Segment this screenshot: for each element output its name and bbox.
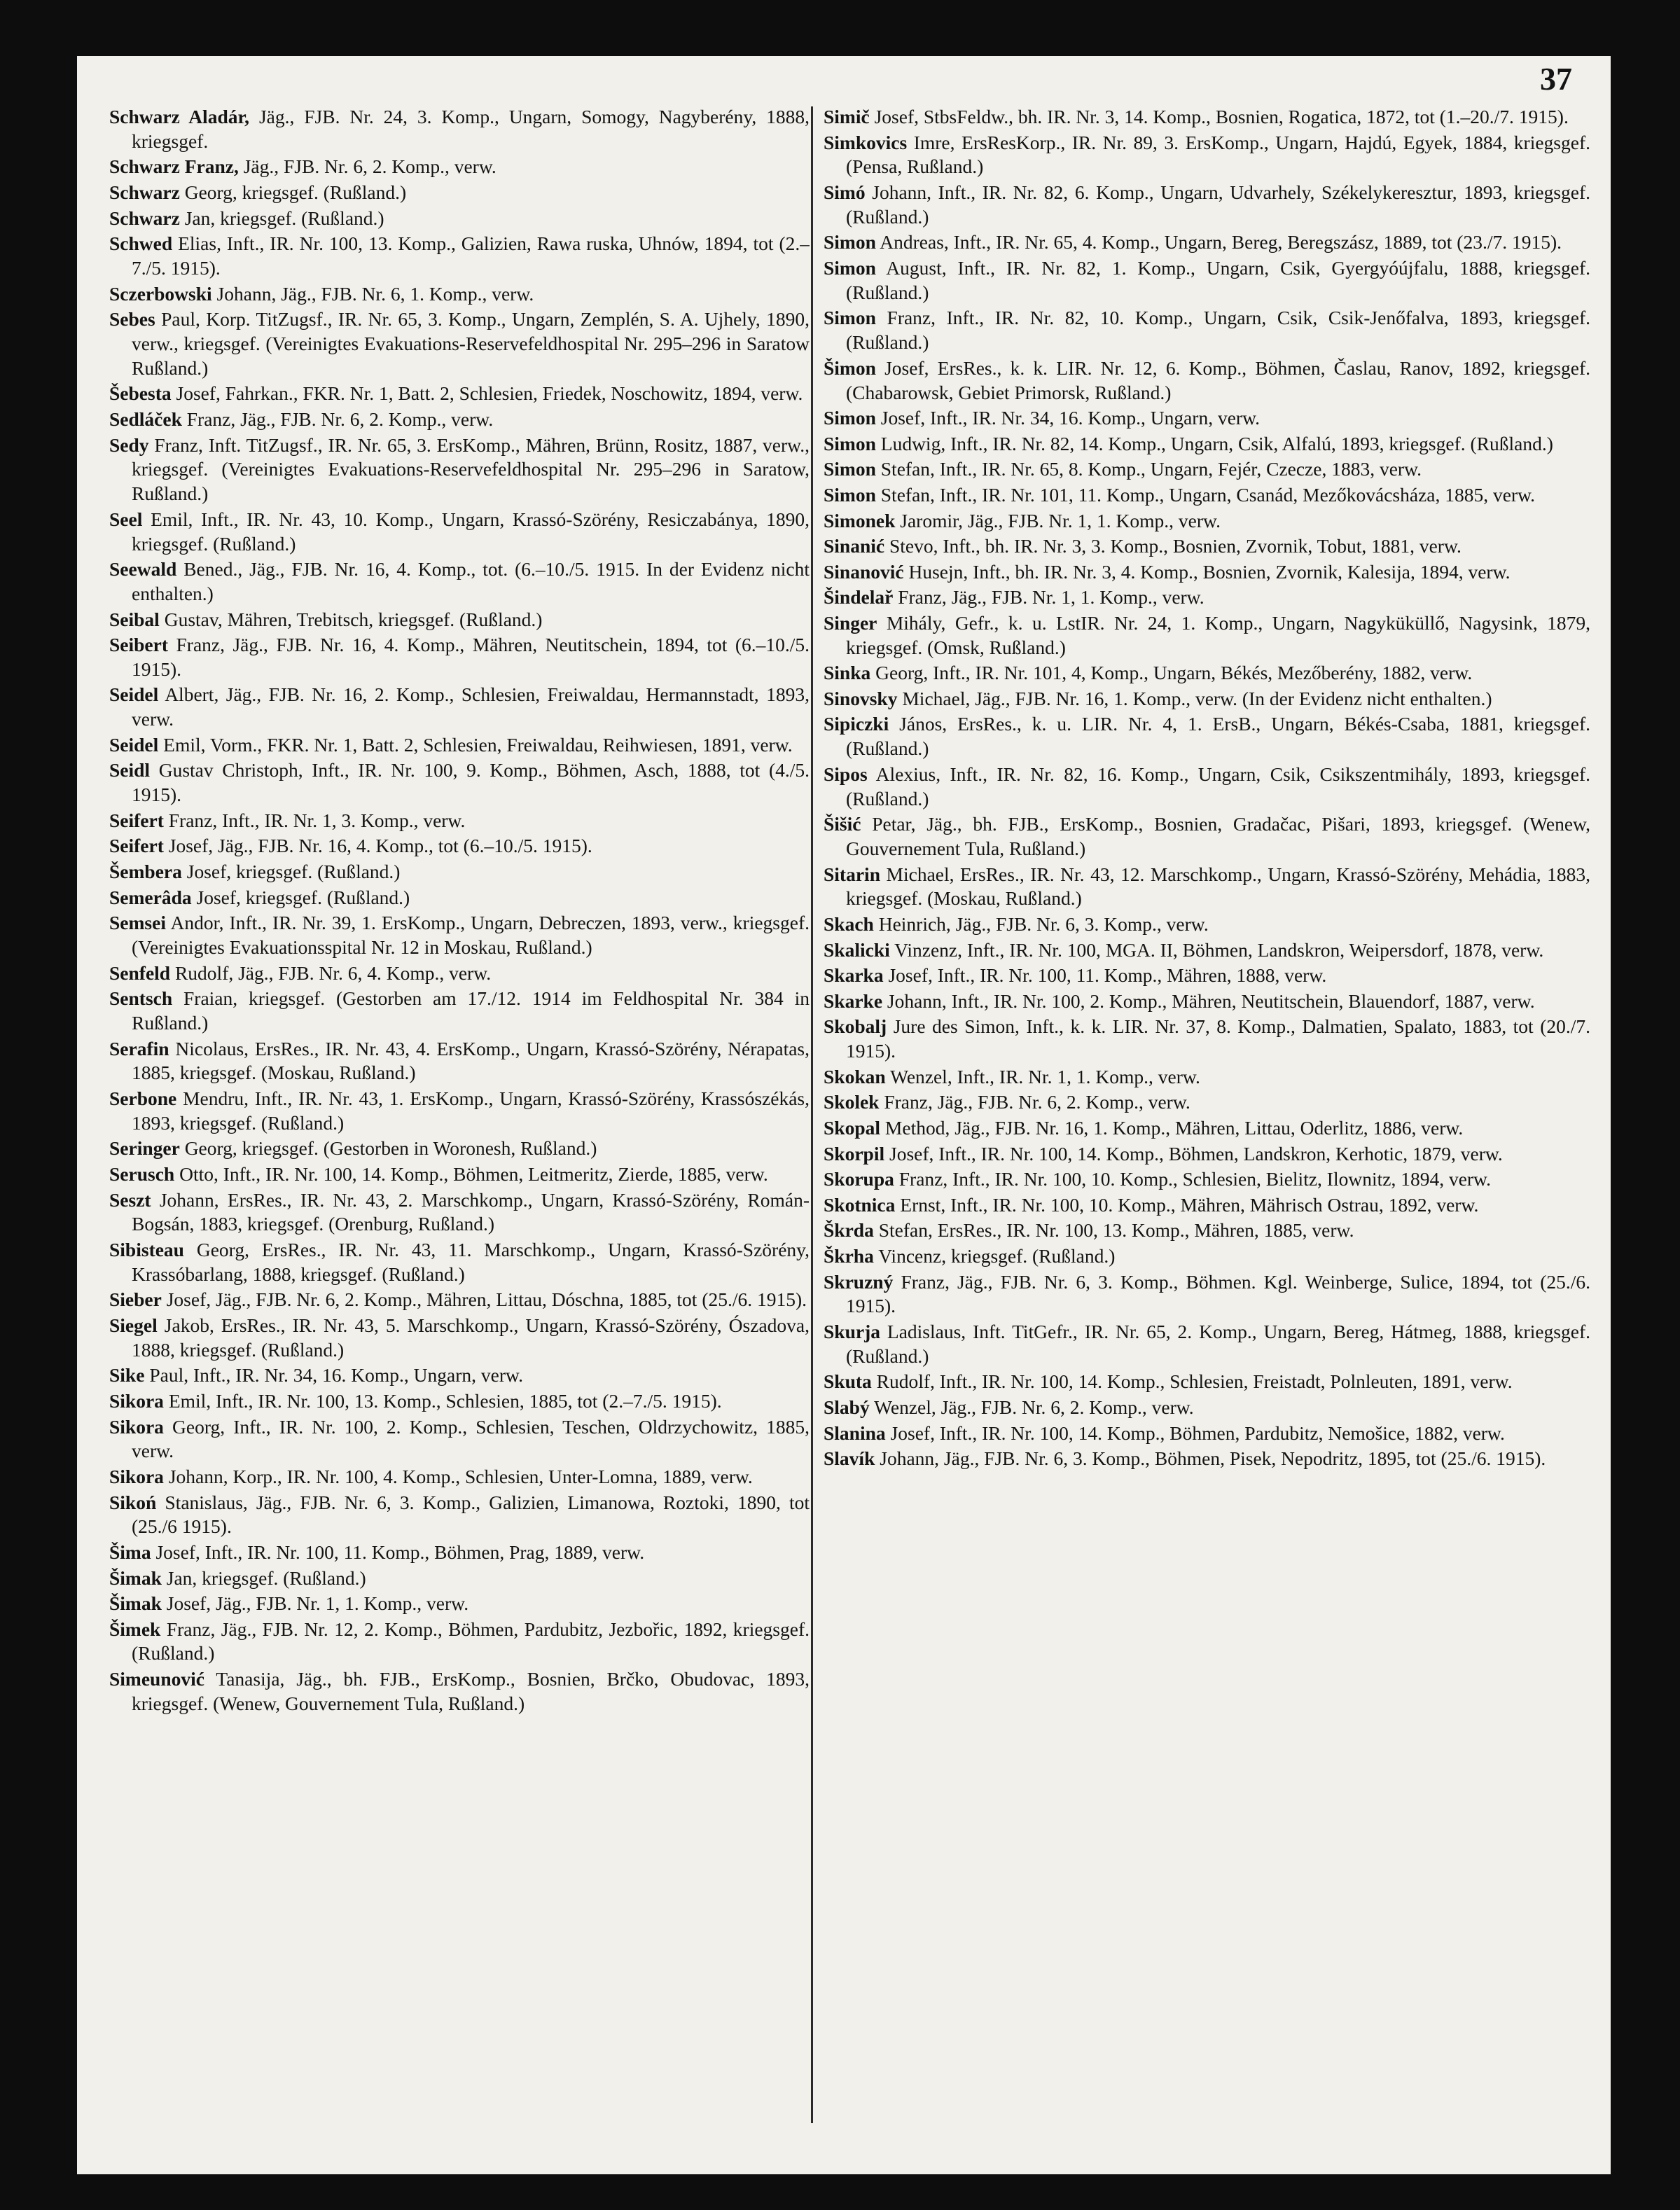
entry-surname: Simon: [824, 407, 876, 429]
entry-surname: Semerâda: [109, 886, 192, 908]
list-item: [824, 509, 1590, 534]
list-item: [824, 1370, 1590, 1394]
list-item: [109, 1415, 810, 1464]
entry-surname: Simon: [824, 483, 876, 506]
list-item: [824, 1167, 1590, 1192]
entry-details: Ernst, Inft., IR. Nr. 100, 10. Komp., Mähren, Mährisch Ostrau, 1892, verw.: [895, 1193, 1479, 1216]
entry-surname: Sitarin: [824, 863, 880, 885]
entry-surname: Skach: [824, 913, 874, 936]
entry-details: Mihály, Gefr., k. u. LstIR. Nr. 24, 1. Komp., Ungarn, Nagyküküllő, Nagysink, 1879, kriegsgef. (Omsk, Rußland.): [846, 611, 1590, 658]
list-item: [109, 1162, 810, 1187]
entry-details: Bened., Jäg., FJB. Nr. 16, 4. Komp., tot. (6.–10./5. 1915. In der Evidenz nicht enthalten.): [132, 558, 810, 604]
entry-details: Otto, Inft., IR. Nr. 100, 14. Komp., Böhmen, Leitmeritz, Zierde, 1885, verw.: [174, 1162, 768, 1185]
entry-details: Franz, Inft., IR. Nr. 1, 3. Komp., verw.: [163, 809, 466, 831]
list-item: [824, 1270, 1590, 1319]
list-item: [109, 834, 810, 859]
entry-surname: Skobalj: [824, 1015, 887, 1038]
entry-details: Vincenz, kriegsgef. (Rußland.): [873, 1244, 1116, 1267]
entry-surname: Seszt: [109, 1188, 151, 1211]
entry-surname: Šebesta: [109, 382, 172, 405]
entry-surname: Skopal: [824, 1116, 881, 1139]
list-item: [109, 1618, 810, 1667]
list-item: [824, 131, 1590, 180]
entry-details: Stefan, ErsRes., IR. Nr. 100, 13. Komp., Mähren, 1885, verw.: [873, 1219, 1354, 1242]
entry-details: Wenzel, Inft., IR. Nr. 1, 1. Komp., verw.: [885, 1065, 1200, 1087]
list-item: [109, 1314, 810, 1363]
entry-details: Michael, Jäg., FJB. Nr. 16, 1. Komp., verw. (In der Evidenz nicht enthalten.): [897, 687, 1492, 709]
list-item: [824, 356, 1590, 405]
list-item: [824, 938, 1590, 963]
entry-surname: Skorpil: [824, 1142, 885, 1165]
entry-details: Josef, StbsFeldw., bh. IR. Nr. 3, 14. Komp., Bosnien, Rogatica, 1872, tot (1.–20./7. 1915).: [869, 106, 1569, 127]
list-item: [109, 307, 810, 380]
entry-surname: Slavík: [824, 1447, 875, 1470]
entry-surname: Singer: [824, 611, 877, 634]
entry-surname: Seifert: [109, 809, 164, 831]
entry-details: Vinzenz, Inft., IR. Nr. 100, MGA. II, Böhmen, Landskron, Weipersdorf, 1878, verw.: [889, 938, 1544, 961]
entry-details: Gustav Christoph, Inft., IR. Nr. 100, 9. Komp., Böhmen, Asch, 1888, tot (4./5. 1915).: [132, 759, 810, 806]
list-item: [824, 712, 1590, 761]
list-item: [824, 1065, 1590, 1090]
list-item: [109, 1541, 810, 1565]
entry-surname: Simič: [824, 106, 870, 127]
list-item: [109, 408, 810, 432]
list-item: [109, 1592, 810, 1616]
entry-details: Johann, Inft., IR. Nr. 100, 2. Komp., Mähren, Neutitschein, Blauendorf, 1887, verw.: [882, 989, 1535, 1012]
list-item: [109, 1389, 810, 1414]
entry-details: Josef, Jäg., FJB. Nr. 1, 1. Komp., verw.: [161, 1592, 469, 1615]
list-item: [109, 1491, 810, 1540]
list-item: [109, 608, 810, 632]
entry-details: Stefan, Inft., IR. Nr. 101, 11. Komp., Ungarn, Csanád, Mezőkovácsháza, 1885, verw.: [875, 483, 1536, 506]
entry-surname: Simeunović: [109, 1668, 204, 1690]
list-item: [109, 987, 810, 1036]
list-item: [824, 1193, 1590, 1218]
entry-details: Josef, Jäg., FJB. Nr. 16, 4. Komp., tot (6.–10./5. 1915).: [163, 835, 592, 857]
entry-details: Ludwig, Inft., IR. Nr. 82, 14. Komp., Ungarn, Csik, Alfalú, 1893, kriegsgef. (Rußland.): [875, 432, 1553, 454]
entry-surname: Skokan: [824, 1065, 886, 1087]
list-item: [824, 1244, 1590, 1269]
entry-surname: Sike: [109, 1364, 145, 1387]
list-item: [109, 1238, 810, 1287]
entry-details: Johann, Jäg., FJB. Nr. 6, 3. Komp., Böhmen, Pisek, Nepodritz, 1895, tot (25./6. 1915).: [875, 1447, 1546, 1470]
entry-surname: Sinovsky: [824, 687, 898, 709]
list-item: [824, 230, 1590, 255]
entry-details: Petar, Jäg., bh. FJB., ErsKomp., Bosnien, Gradačac, Pišari, 1893, kriegsgef. (Wenew, Gouvernement Tula, Rußland.): [846, 813, 1590, 860]
document-page: [77, 56, 1611, 2174]
list-item: [824, 483, 1590, 508]
entry-surname: Schwarz: [109, 207, 180, 229]
entry-surname: Serafin: [109, 1037, 169, 1059]
entry-details: Johann, Jäg., FJB. Nr. 6, 1. Komp., verw.: [211, 282, 534, 305]
entry-surname: Simon: [824, 256, 876, 279]
list-item: [824, 1422, 1590, 1446]
entry-surname: Skorupa: [824, 1168, 894, 1190]
entry-surname: Sipiczki: [824, 713, 889, 735]
list-item: [824, 105, 1590, 130]
list-item: [824, 560, 1590, 585]
list-item: [824, 1142, 1590, 1167]
list-item: [109, 1087, 810, 1136]
entry-surname: Sebes: [109, 308, 155, 331]
entry-details: Georg, ErsRes., IR. Nr. 43, 11. Marschkomp., Ungarn, Krassó-Szörény, Krassóbarlang, 1888, kriegsgef. (Rußland.): [132, 1238, 810, 1285]
entry-surname: Sinanić: [824, 535, 885, 557]
entry-surname: Sedláček: [109, 408, 182, 430]
entry-details: Stanislaus, Jäg., FJB. Nr. 6, 3. Komp., Galizien, Limanowa, Roztoki, 1890, tot (25./6 1915).: [132, 1491, 810, 1538]
entry-surname: Seidl: [109, 759, 151, 781]
left-column: [109, 105, 810, 2150]
entry-surname: Slanina: [824, 1422, 886, 1444]
entry-details: Josef, Fahrkan., FKR. Nr. 1, Batt. 2, Schlesien, Friedek, Noschowitz, 1894, verw.: [171, 382, 803, 405]
entry-surname: Seewald: [109, 558, 177, 581]
entry-details: Johann, Korp., IR. Nr. 100, 4. Komp., Schlesien, Unter-Lomna, 1889, verw.: [163, 1465, 753, 1487]
list-item: [824, 812, 1590, 861]
page-number: 37: [1540, 61, 1572, 97]
entry-details: Elias, Inft., IR. Nr. 100, 13. Komp., Galizien, Rawa ruska, Uhnów, 1894, tot (2.–7./5. 1915).: [132, 232, 810, 279]
entry-details: Josef, Inft., IR. Nr. 100, 11. Komp., Böhmen, Prag, 1889, verw.: [151, 1541, 645, 1563]
entry-details: Jure des Simon, Inft., k. k. LIR. Nr. 37, 8. Komp., Dalmatien, Spalato, 1883, tot (20./7. 1915).: [846, 1015, 1590, 1062]
entry-surname: Skuta: [824, 1370, 872, 1393]
list-item: [824, 863, 1590, 912]
entry-surname: Simkovics: [824, 131, 908, 153]
entry-details: Emil, Vorm., FKR. Nr. 1, Batt. 2, Schlesien, Freiwaldau, Reihwiesen, 1891, verw.: [158, 733, 793, 756]
entry-details: Jan, kriegsgef. (Rußland.): [161, 1566, 366, 1589]
entry-surname: Sczerbowski: [109, 282, 212, 305]
entry-details: Jäg., FJB. Nr. 6, 2. Komp., verw.: [238, 155, 497, 178]
list-item: [109, 1288, 810, 1312]
entry-surname: Simonek: [824, 509, 896, 531]
list-item: [824, 964, 1590, 988]
list-item: [109, 508, 810, 557]
entry-details: Rudolf, Jäg., FJB. Nr. 6, 4. Komp., verw.: [170, 961, 492, 984]
entry-surname: Seibert: [109, 634, 169, 656]
list-item: [109, 557, 810, 606]
entry-details: Josef, Inft., IR. Nr. 34, 16. Komp., Ungarn, verw.: [875, 407, 1261, 429]
list-item: [824, 661, 1590, 686]
list-item: [824, 912, 1590, 937]
entry-surname: Seel: [109, 508, 143, 530]
list-item: [109, 433, 810, 506]
list-item: [109, 1465, 810, 1489]
list-item: [824, 256, 1590, 305]
entry-surname: Simon: [824, 432, 876, 454]
entry-details: Johann, ErsRes., IR. Nr. 43, 2. Marschkomp., Ungarn, Krassó-Szörény, Román-Bogsán, 1883, kriegsgef. (Orenburg, Rußland.): [132, 1188, 810, 1235]
entry-surname: Šimak: [109, 1592, 162, 1615]
entry-surname: Semsei: [109, 912, 166, 934]
entry-details: Josef, Jäg., FJB. Nr. 6, 2. Komp., Mähren, Littau, Dóschna, 1885, tot (25./6. 1915).: [161, 1288, 807, 1311]
entry-details: Paul, Inft., IR. Nr. 34, 16. Komp., Ungarn, verw.: [144, 1364, 523, 1387]
entry-surname: Skarke: [824, 989, 883, 1012]
entry-surname: Skruzný: [824, 1270, 894, 1293]
list-item: [109, 911, 810, 960]
entry-surname: Sikora: [109, 1415, 164, 1438]
entry-details: Paul, Korp. TitZugsf., IR. Nr. 65, 3. Komp., Ungarn, Zemplén, S. A. Ujhely, 1890, verw., kriegsgef. (Vereinigtes Evakuations-Reservefeldhospital Nr. 295–296 in Saratow Rußland.): [132, 308, 810, 379]
entry-details: Franz, Jäg., FJB. Nr. 6, 3. Komp., Böhmen. Kgl. Weinberge, Sulice, 1894, tot (25./6. 1915).: [846, 1270, 1590, 1317]
entry-surname: Sikora: [109, 1389, 164, 1412]
list-item: [109, 105, 810, 154]
entry-surname: Škrha: [824, 1244, 874, 1267]
entry-details: Franz, Jäg., FJB. Nr. 16, 4. Komp., Mähren, Neutitschein, 1894, tot (6.–10./5. 1915).: [132, 634, 810, 680]
list-item: [824, 1090, 1590, 1115]
list-item: [109, 1667, 810, 1716]
list-item: [824, 687, 1590, 711]
entry-details: Stevo, Inft., bh. IR. Nr. 3, 3. Komp., Bosnien, Zvornik, Tobut, 1881, verw.: [884, 535, 1462, 557]
list-item: [824, 1447, 1590, 1471]
list-item: [824, 989, 1590, 1014]
list-item: [824, 1396, 1590, 1420]
list-item: [824, 1320, 1590, 1369]
list-item: [824, 763, 1590, 812]
list-item: [824, 1116, 1590, 1141]
list-item: [109, 733, 810, 758]
entry-details: Franz, Inft., IR. Nr. 82, 10. Komp., Ungarn, Csik, Csik-Jenőfalva, 1893, kriegsgef. (Rußland.): [846, 307, 1590, 354]
entry-details: Imre, ErsResKorp., IR. Nr. 89, 3. ErsKomp., Ungarn, Hajdú, Egyek, 1884, kriegsgef. (Pensa, Rußland.): [846, 131, 1590, 178]
entry-surname: Sedy: [109, 433, 149, 456]
entry-surname: Sinanović: [824, 560, 904, 583]
entry-surname: Schwarz Aladár,: [109, 106, 250, 127]
entry-details: Jäg., FJB. Nr. 24, 3. Komp., Ungarn, Somogy, Nagyberény, 1888, kriegsgef.: [132, 106, 810, 152]
entry-details: Tanasija, Jäg., bh. FJB., ErsKomp., Bosnien, Brčko, Obudovac, 1893, kriegsgef. (Wenew, Gouvernement Tula, Rußland.): [132, 1668, 810, 1714]
list-item: [109, 860, 810, 884]
entry-surname: Skalicki: [824, 938, 890, 961]
entry-surname: Siegel: [109, 1314, 158, 1336]
entry-details: Jan, kriegsgef. (Rußland.): [179, 207, 384, 229]
entry-details: Method, Jäg., FJB. Nr. 16, 1. Komp., Mähren, Littau, Oderlitz, 1886, verw.: [880, 1116, 1464, 1139]
entry-details: Andreas, Inft., IR. Nr. 65, 4. Komp., Ungarn, Bereg, Beregszász, 1889, tot (23./7. 1915).: [875, 231, 1562, 253]
entry-details: János, ErsRes., k. u. LIR. Nr. 4, 1. ErsB., Ungarn, Békés-Csaba, 1881, kriegsgef. (Rußland.): [846, 713, 1590, 760]
entry-surname: Skolek: [824, 1091, 880, 1113]
entry-surname: Seidel: [109, 683, 159, 706]
entry-details: Albert, Jäg., FJB. Nr. 16, 2. Komp., Schlesien, Freiwaldau, Hermannstadt, 1893, verw.: [132, 683, 810, 730]
list-item: [109, 207, 810, 231]
entry-details: Jaromir, Jäg., FJB. Nr. 1, 1. Komp., verw.: [895, 509, 1221, 531]
entry-surname: Sinka: [824, 662, 871, 684]
entry-details: Emil, Inft., IR. Nr. 43, 10. Komp., Ungarn, Krassó-Szörény, Resiczabánya, 1890, kriegsgef. (Rußland.): [132, 508, 810, 555]
entry-surname: Simó: [824, 181, 866, 203]
entry-details: Georg, kriegsgef. (Gestorben in Woronesh, Rußland.): [179, 1137, 597, 1160]
entry-surname: Schwed: [109, 232, 173, 255]
list-item: [109, 282, 810, 307]
list-item: [824, 1218, 1590, 1243]
list-item: [109, 758, 810, 807]
entry-details: Michael, ErsRes., IR. Nr. 43, 12. Marschkomp., Ungarn, Krassó-Szörény, Mehádia, 1883, kriegsgef. (Moskau, Rußland.): [846, 863, 1590, 910]
entry-details: Wenzel, Jäg., FJB. Nr. 6, 2. Komp., verw.: [869, 1396, 1194, 1418]
entry-details: Jakob, ErsRes., IR. Nr. 43, 5. Marschkomp., Ungarn, Krassó-Szörény, Ószadova, 1888, kriegsgef. (Rußland.): [132, 1314, 810, 1361]
entry-surname: Šimek: [109, 1618, 161, 1640]
entry-surname: Seibal: [109, 608, 160, 630]
list-item: [109, 382, 810, 406]
entry-surname: Simon: [824, 458, 876, 480]
entry-details: Husejn, Inft., bh. IR. Nr. 3, 4. Komp., Bosnien, Zvornik, Kalesija, 1894, verw.: [903, 560, 1511, 583]
list-item: [824, 585, 1590, 610]
column-divider: [811, 106, 813, 2123]
list-item: [109, 155, 810, 179]
entry-surname: Skurja: [824, 1320, 880, 1342]
entry-details: Franz, Inft. TitZugsf., IR. Nr. 65, 3. ErsKomp., Mähren, Brünn, Rositz, 1887, verw., kriegsgef. (Vereinigtes Evakuations-Reservefeldhospital Nr. 295–296 in Saratow, Rußland.): [132, 433, 810, 505]
entry-details: Emil, Inft., IR. Nr. 100, 13. Komp., Schlesien, 1885, tot (2.–7./5. 1915).: [163, 1389, 722, 1412]
entry-details: Nicolaus, ErsRes., IR. Nr. 43, 4. ErsKomp., Ungarn, Krassó-Szörény, Nérapatas, 1885, kriegsgef. (Moskau, Rußland.): [132, 1037, 810, 1084]
list-item: [109, 809, 810, 833]
list-item: [824, 306, 1590, 355]
entry-details: Fraian, kriegsgef. (Gestorben am 17./12. 1914 im Feldhospital Nr. 384 in Rußland.): [132, 987, 810, 1034]
entry-details: Alexius, Inft., IR. Nr. 82, 16. Komp., Ungarn, Csik, Csikszentmihály, 1893, kriegsgef. (Rußland.): [846, 763, 1590, 809]
entry-details: Mendru, Inft., IR. Nr. 43, 1. ErsKomp., Ungarn, Krassó-Szörény, Krassószékás, 1893, kriegsgef. (Rußland.): [132, 1087, 810, 1134]
entry-surname: Šimon: [824, 356, 876, 379]
entry-details: Josef, kriegsgef. (Rußland.): [181, 861, 401, 883]
entry-details: Georg, Inft., IR. Nr. 100, 2. Komp., Schlesien, Teschen, Oldrzychowitz, 1885, verw.: [132, 1415, 810, 1462]
entry-details: Andor, Inft., IR. Nr. 39, 1. ErsKomp., Ungarn, Debreczen, 1893, verw., kriegsgef. (Vereinigtes Evakuationsspital Nr. 12 in Moskau, Rußland.): [132, 912, 810, 959]
entry-surname: Serbone: [109, 1087, 177, 1109]
entry-surname: Sikoń: [109, 1491, 157, 1513]
entry-surname: Seifert: [109, 835, 164, 857]
entry-surname: Schwarz Franz,: [109, 155, 239, 178]
list-item: [109, 181, 810, 205]
right-column: [824, 105, 1590, 2150]
list-item: [109, 232, 810, 281]
entry-surname: Senfeld: [109, 961, 171, 984]
entry-surname: Simon: [824, 307, 876, 329]
list-item: [109, 961, 810, 986]
list-item: [109, 633, 810, 682]
entry-details: Josef, Inft., IR. Nr. 100, 14. Komp., Böhmen, Landskron, Kerhotic, 1879, verw.: [884, 1142, 1503, 1165]
list-item: [109, 683, 810, 732]
list-item: [109, 886, 810, 910]
entry-details: Johann, Inft., IR. Nr. 82, 6. Komp., Ungarn, Udvarhely, Székelykeresztur, 1893, kriegsgef. (Rußland.): [846, 181, 1590, 228]
list-item: [824, 1015, 1590, 1064]
entry-surname: Šindelař: [824, 586, 894, 609]
list-item: [109, 1363, 810, 1388]
entry-details: Josef, ErsRes., k. k. LIR. Nr. 12, 6. Komp., Böhmen, Časlau, Ranov, 1892, kriegsgef. (Chabarowsk, Gebiet Primorsk, Rußland.): [846, 356, 1590, 403]
entry-surname: Sieber: [109, 1288, 162, 1311]
entry-details: Heinrich, Jäg., FJB. Nr. 6, 3. Komp., verw.: [873, 913, 1209, 936]
entry-surname: Sentsch: [109, 987, 173, 1010]
entry-surname: Šišić: [824, 813, 861, 835]
list-item: [109, 1137, 810, 1161]
entry-surname: Sibisteau: [109, 1238, 184, 1260]
entry-details: Franz, Jäg., FJB. Nr. 1, 1. Komp., verw.: [893, 586, 1205, 609]
entry-details: Gustav, Mähren, Trebitsch, kriegsgef. (Rußland.): [159, 608, 543, 630]
entry-surname: Šimak: [109, 1566, 162, 1589]
entry-details: Josef, kriegsgef. (Rußland.): [191, 886, 410, 908]
entry-details: August, Inft., IR. Nr. 82, 1. Komp., Ungarn, Csik, Gyergyóújfalu, 1888, kriegsgef. (Rußland.): [846, 256, 1590, 303]
entry-details: Franz, Jäg., FJB. Nr. 6, 2. Komp., verw.: [181, 408, 494, 430]
entry-details: Franz, Jäg., FJB. Nr. 12, 2. Komp., Böhmen, Pardubitz, Jezbořic, 1892, kriegsgef. (Rußland.): [132, 1618, 810, 1665]
list-item: [824, 457, 1590, 482]
list-item: [109, 1566, 810, 1591]
entry-details: Ladislaus, Inft. TitGefr., IR. Nr. 65, 2. Komp., Ungarn, Bereg, Hátmeg, 1888, kriegsgef. (Rußland.): [846, 1320, 1590, 1367]
entry-surname: Skarka: [824, 964, 884, 987]
entry-details: Josef, Inft., IR. Nr. 100, 14. Komp., Böhmen, Pardubitz, Nemošice, 1882, verw.: [885, 1422, 1505, 1444]
entry-surname: Skotnica: [824, 1193, 896, 1216]
entry-surname: Škrda: [824, 1219, 874, 1242]
list-item: [109, 1037, 810, 1086]
entry-details: Franz, Jäg., FJB. Nr. 6, 2. Komp., verw.: [879, 1091, 1190, 1113]
list-item: [109, 1188, 810, 1237]
list-item: [824, 611, 1590, 660]
list-item: [824, 181, 1590, 230]
entry-surname: Sikora: [109, 1465, 164, 1487]
entry-surname: Serusch: [109, 1162, 175, 1185]
entry-details: Georg, Inft., IR. Nr. 101, 4, Komp., Ungarn, Békés, Mezőberény, 1882, verw.: [870, 662, 1473, 684]
entry-surname: Slabý: [824, 1396, 870, 1418]
entry-surname: Šima: [109, 1541, 151, 1563]
entry-surname: Sipos: [824, 763, 868, 785]
entry-details: Georg, kriegsgef. (Rußland.): [179, 181, 407, 203]
entry-details: Josef, Inft., IR. Nr. 100, 11. Komp., Mähren, 1888, verw.: [883, 964, 1327, 987]
entry-surname: Seringer: [109, 1137, 180, 1160]
entry-surname: Seidel: [109, 733, 159, 756]
list-item: [824, 534, 1590, 559]
entry-surname: Simon: [824, 231, 876, 253]
entry-details: Stefan, Inft., IR. Nr. 65, 8. Komp., Ungarn, Fejér, Czecze, 1883, verw.: [875, 458, 1422, 480]
entry-surname: Šembera: [109, 861, 182, 883]
entry-details: Rudolf, Inft., IR. Nr. 100, 14. Komp., Schlesien, Freistadt, Polnleuten, 1891, verw.: [871, 1370, 1513, 1393]
list-item: [824, 406, 1590, 431]
list-item: [824, 432, 1590, 457]
entry-surname: Schwarz: [109, 181, 180, 203]
entry-details: Franz, Inft., IR. Nr. 100, 10. Komp., Schlesien, Bielitz, Ilownitz, 1894, verw.: [894, 1168, 1492, 1190]
